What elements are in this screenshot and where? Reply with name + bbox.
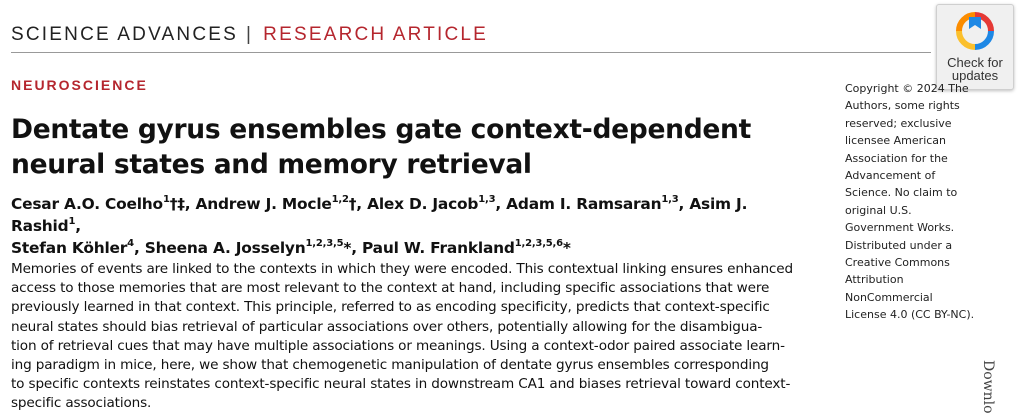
abstract-line: to specific contexts reinstates context-specific neural states in downstream CA1 and biases retrieval toward context- [11, 376, 791, 393]
author-list [11, 193, 811, 259]
author[interactable]: Stefan Köhler$^4$ [11, 237, 134, 257]
title-line: Dentate gyrus ensembles gate context-dependent [11, 114, 751, 145]
author[interactable]: Andrew J. Mocle$^{1,2}$† [195, 193, 357, 213]
copyright-line: Copyright © 2024 The [845, 82, 969, 95]
article-type: RESEARCH ARTICLE [263, 24, 489, 45]
abstract [11, 260, 811, 414]
badge-label-line2: updates [951, 68, 999, 83]
journal-name: SCIENCE ADVANCES [11, 24, 239, 45]
copyright-line: Distributed under a [845, 238, 953, 252]
author[interactable]: Paul W. Frankland$^{1,2,3,5,6}$* [362, 237, 571, 257]
author[interactable]: Adam I. Ramsaran$^{1,3}$ [506, 193, 679, 213]
download-watermark: Downlo [980, 360, 996, 414]
copyright-line: License 4.0 (CC BY-NC). [845, 308, 975, 322]
abstract-line: neural states should bias retrieval of particular associations over others, potentially allowing for the disambigua- [11, 318, 763, 335]
abstract-line: previously learned in that context. This principle, referred to as encoding specificity, predicts that context-specific [11, 299, 770, 316]
title-line: neural states and memory retrieval [11, 149, 532, 180]
author-line: Stefan Köhler$^4$, Sheena A. Josselyn$^{1,2,3,5}$*, Paul W. Frankland$^{1,2,3,5,6}$* [11, 237, 571, 257]
header-rule [11, 52, 931, 53]
copyright-line: reserved; exclusive [845, 116, 952, 130]
check-for-updates-button[interactable] [936, 4, 1014, 90]
copyright-line: Science. No claim to [845, 186, 958, 200]
copyright-line: Authors, some rights [845, 99, 960, 113]
copyright-line: Association for the [845, 151, 948, 165]
abstract-line: access to those memories that are most relevant to the context at hand, including specific associations that were [11, 280, 770, 297]
abstract-line: Memories of events are linked to the contexts in which they were encoded. This contextual linking ensures enhanced [11, 261, 793, 277]
copyright-line: Government Works. [845, 221, 955, 235]
author-line: Cesar A.O. Coelho$^1$†‡, Andrew J. Mocle$^{1,2}$†, Alex D. Jacob$^{1,3}$, Adam I. Ramsaran$^{1,3}$, Asim J. Rashid$^1$, [11, 193, 748, 235]
author[interactable]: Asim J. Rashid$^1$ [11, 195, 748, 235]
journal-header [11, 24, 488, 46]
copyright-notice [845, 80, 985, 324]
abstract-line: specific associations. [11, 395, 152, 412]
abstract-line: ing paradigm in mice, here, we show that chemogenetic manipulation of dentate gyrus ensembles corresponding [11, 357, 769, 374]
copyright-line: original U.S. [845, 203, 912, 217]
article-title [11, 112, 791, 182]
abstract-line: tion of retrieval cues that may have multiple associations or meanings. Using a context-odor paired associate learn- [11, 337, 785, 354]
header-separator: | [246, 24, 254, 45]
badge-label-line1: Check for [947, 55, 1003, 70]
copyright-line: Creative Commons [845, 256, 950, 270]
section-label: NEUROSCIENCE [11, 77, 148, 93]
author[interactable]: Cesar A.O. Coelho$^1$†‡ [11, 193, 185, 213]
author[interactable]: Sheena A. Josselyn$^{1,2,3,5}$* [144, 237, 352, 257]
check-for-updates-icon [955, 11, 995, 51]
copyright-line: NonCommercial [845, 290, 933, 304]
author[interactable]: Alex D. Jacob$^{1,3}$ [367, 193, 496, 213]
copyright-line: Attribution [845, 273, 904, 287]
copyright-line: licensee American [845, 134, 947, 148]
copyright-line: Advancement of [845, 169, 936, 183]
